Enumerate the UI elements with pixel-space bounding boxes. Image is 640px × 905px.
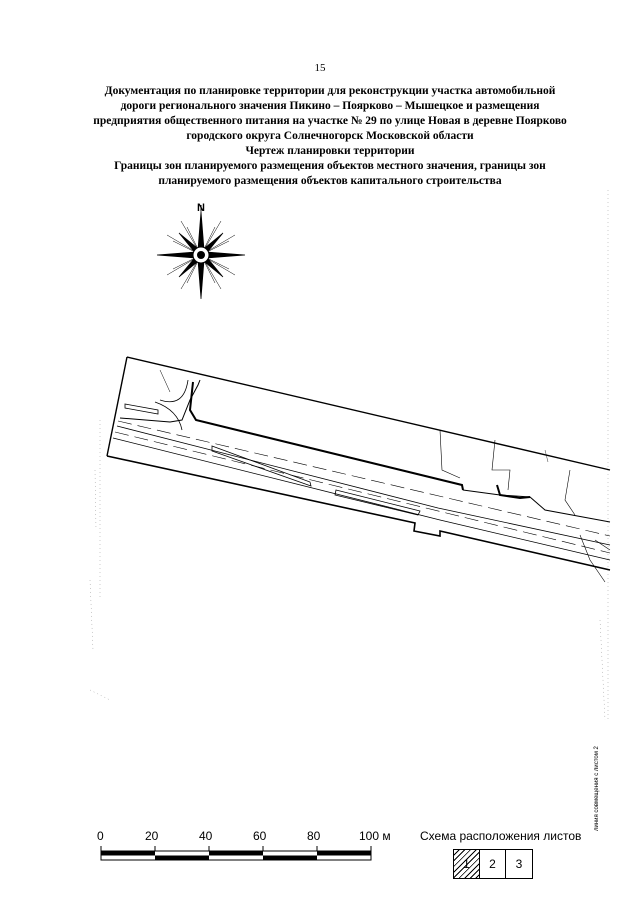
title-line: предприятия общественного питания на участке № 29 по улице Новая в деревне Поярково xyxy=(93,115,567,127)
road-plan xyxy=(90,190,610,720)
title-line: городского округа Солнечногорск Московской области xyxy=(186,130,474,142)
title-line: Документация по планировке территории для реконструкции участка автомобильной xyxy=(104,85,556,97)
scale-label: 60 xyxy=(253,829,267,843)
scale-bar xyxy=(101,846,371,860)
sheet-layout-scheme xyxy=(453,849,533,879)
compass-rose-icon xyxy=(157,205,245,299)
sheet-cell-current: 1 xyxy=(454,850,480,878)
sheet-cell: 2 xyxy=(480,850,506,878)
match-line-note xyxy=(592,735,606,835)
scale-label: 80 xyxy=(307,829,321,843)
scale-label: 40 xyxy=(199,829,213,843)
sheet-cell: 3 xyxy=(515,857,523,871)
compass-label: N xyxy=(197,202,205,214)
drawing-title: Чертеж планировки территории xyxy=(245,145,415,157)
scale-label: 20 xyxy=(145,829,159,843)
scale-label: 100 м xyxy=(359,829,391,843)
scale-label: 0 xyxy=(97,829,104,843)
title-line: дороги регионального значения Пикино – Поярково – Мышецкое и размещения xyxy=(120,100,540,112)
page-number: 15 xyxy=(314,62,326,74)
match-line-label: линия совмещения с листом 2 xyxy=(594,746,600,831)
title-line: планируемого размещения объектов капитального строительства xyxy=(158,175,502,187)
title-line: Границы зон планируемого размещения объектов местного значения, границы зон xyxy=(114,160,546,172)
sheet-layout-title: Схема расположения листов xyxy=(420,829,582,843)
